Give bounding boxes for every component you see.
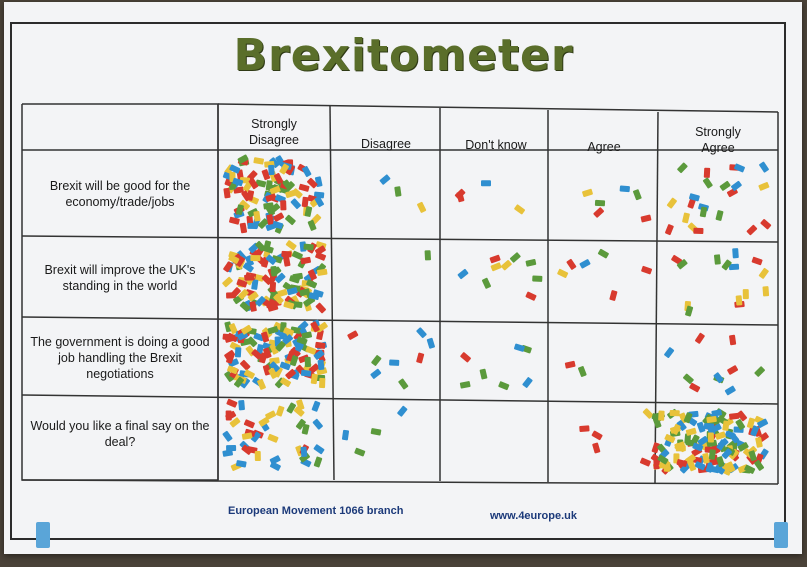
vote-sticker bbox=[389, 359, 399, 366]
vote-sticker bbox=[286, 402, 296, 414]
vote-sticker bbox=[557, 269, 569, 279]
vote-sticker bbox=[342, 430, 349, 441]
vote-sticker bbox=[640, 457, 652, 466]
vote-sticker bbox=[370, 368, 382, 379]
vote-sticker bbox=[283, 256, 291, 267]
column-header-agree bbox=[552, 139, 656, 155]
vote-sticker bbox=[758, 268, 769, 280]
vote-sticker bbox=[314, 456, 323, 467]
vote-sticker bbox=[760, 219, 771, 230]
vote-sticker bbox=[695, 332, 706, 344]
vote-sticker bbox=[566, 259, 577, 271]
vote-sticker bbox=[714, 254, 721, 265]
vote-sticker bbox=[582, 189, 593, 198]
vote-sticker bbox=[736, 295, 743, 305]
board-title: Brexitometer bbox=[233, 30, 574, 81]
vote-sticker bbox=[226, 398, 238, 407]
vote-sticker bbox=[525, 291, 537, 301]
vote-sticker bbox=[226, 410, 232, 420]
vote-sticker bbox=[703, 177, 714, 189]
vote-sticker bbox=[514, 204, 526, 215]
vote-sticker bbox=[481, 180, 491, 186]
vote-sticker bbox=[751, 257, 762, 266]
vote-sticker bbox=[754, 366, 765, 377]
binder-clip bbox=[36, 522, 50, 548]
vote-sticker bbox=[641, 266, 652, 275]
vote-sticker bbox=[270, 282, 277, 292]
vote-sticker bbox=[397, 405, 408, 417]
vote-sticker bbox=[565, 361, 576, 369]
vote-sticker bbox=[276, 405, 285, 416]
vote-sticker bbox=[290, 198, 301, 209]
vote-sticker bbox=[677, 162, 688, 173]
vote-sticker bbox=[268, 165, 275, 175]
vote-sticker bbox=[300, 447, 307, 458]
vote-sticker bbox=[482, 278, 492, 290]
vote-sticker bbox=[579, 259, 591, 269]
vote-sticker bbox=[653, 459, 659, 469]
vote-sticker bbox=[759, 161, 770, 173]
column-header-text: Strongly Disagree bbox=[248, 117, 300, 147]
column-header-dont-know bbox=[444, 137, 548, 153]
vote-sticker bbox=[490, 262, 502, 271]
vote-sticker bbox=[598, 249, 610, 259]
vote-sticker bbox=[311, 401, 320, 412]
vote-sticker bbox=[379, 174, 391, 185]
vote-sticker bbox=[416, 327, 427, 338]
vote-sticker bbox=[303, 244, 313, 251]
vote-sticker bbox=[670, 410, 680, 416]
column-header-text: Agree bbox=[587, 140, 621, 154]
vote-sticker bbox=[226, 445, 236, 451]
vote-sticker bbox=[417, 202, 427, 214]
vote-sticker bbox=[743, 289, 749, 299]
vote-sticker bbox=[640, 214, 651, 222]
vote-sticker bbox=[709, 449, 716, 460]
vote-sticker bbox=[683, 373, 694, 384]
vote-sticker bbox=[253, 157, 264, 165]
statement-economy: Brexit will be good for the economy/trade/jobs bbox=[49, 179, 191, 209]
vote-sticker bbox=[460, 352, 472, 363]
vote-sticker bbox=[416, 352, 424, 363]
vote-sticker bbox=[302, 197, 309, 208]
vote-sticker bbox=[222, 430, 233, 442]
vote-sticker bbox=[682, 212, 690, 223]
vote-sticker bbox=[222, 276, 233, 287]
vote-stickers bbox=[222, 154, 772, 476]
vote-sticker bbox=[689, 383, 701, 393]
vote-sticker bbox=[305, 357, 311, 367]
vote-sticker bbox=[658, 410, 665, 420]
vote-sticker bbox=[371, 428, 382, 436]
vote-sticker bbox=[255, 451, 261, 461]
vote-sticker bbox=[398, 378, 409, 390]
vote-sticker bbox=[729, 335, 736, 346]
vote-sticker bbox=[479, 369, 487, 380]
vote-sticker bbox=[285, 214, 296, 225]
vote-sticker bbox=[762, 286, 769, 296]
vote-sticker bbox=[305, 346, 316, 355]
vote-sticker bbox=[427, 338, 436, 349]
vote-sticker bbox=[235, 347, 242, 357]
vote-sticker bbox=[292, 273, 303, 280]
vote-sticker bbox=[347, 330, 359, 340]
vote-sticker bbox=[693, 228, 703, 234]
vote-sticker bbox=[708, 432, 714, 442]
vote-sticker bbox=[578, 366, 587, 377]
vote-sticker bbox=[250, 255, 260, 261]
vote-sticker bbox=[281, 251, 291, 258]
vote-sticker bbox=[319, 378, 325, 388]
vote-sticker bbox=[394, 186, 401, 197]
vote-sticker bbox=[317, 360, 324, 371]
vote-sticker bbox=[457, 269, 469, 280]
vote-sticker bbox=[665, 224, 674, 236]
vote-sticker bbox=[719, 181, 731, 192]
vote-sticker bbox=[704, 168, 711, 178]
column-header-text: Disagree bbox=[360, 137, 412, 151]
vote-sticker bbox=[758, 182, 770, 191]
vote-sticker bbox=[595, 200, 605, 207]
vote-sticker bbox=[313, 444, 325, 455]
vote-sticker bbox=[354, 448, 365, 457]
column-header-text: Don't know bbox=[465, 138, 527, 152]
vote-sticker bbox=[454, 188, 465, 199]
footer-website: www.4europe.uk bbox=[490, 510, 578, 522]
vote-sticker bbox=[715, 210, 723, 221]
vote-sticker bbox=[664, 347, 675, 359]
statement-standing: Brexit will improve the UK's standing in the world bbox=[44, 263, 196, 293]
vote-sticker bbox=[312, 418, 323, 430]
vote-sticker bbox=[620, 185, 630, 192]
footer-branch: European Movement 1066 branch bbox=[228, 505, 404, 517]
vote-sticker bbox=[501, 260, 512, 271]
vote-sticker bbox=[593, 207, 604, 218]
vote-sticker bbox=[285, 240, 297, 251]
vote-sticker bbox=[238, 400, 245, 410]
vote-sticker bbox=[510, 252, 521, 263]
vote-sticker bbox=[298, 184, 309, 192]
column-header-strongly-disagree bbox=[222, 116, 326, 148]
vote-sticker bbox=[514, 343, 525, 352]
column-header-strongly-agree bbox=[660, 124, 776, 156]
vote-sticker bbox=[460, 381, 471, 389]
vote-sticker bbox=[425, 250, 432, 260]
vote-sticker bbox=[746, 224, 757, 235]
vote-sticker bbox=[280, 200, 286, 210]
vote-sticker bbox=[732, 248, 739, 258]
statement-final-say: Would you like a final say on the deal? bbox=[30, 419, 210, 449]
vote-sticker bbox=[301, 370, 312, 377]
vote-sticker bbox=[489, 254, 500, 263]
vote-sticker bbox=[727, 365, 739, 375]
vote-sticker bbox=[240, 360, 251, 371]
vote-sticker bbox=[592, 442, 601, 453]
column-header-text: Strongly Agree bbox=[695, 125, 741, 155]
vote-sticker bbox=[525, 259, 536, 267]
vote-sticker bbox=[270, 266, 277, 277]
binder-clip bbox=[774, 522, 788, 548]
vote-sticker bbox=[532, 275, 542, 282]
vote-sticker bbox=[579, 425, 589, 432]
vote-sticker bbox=[522, 377, 533, 389]
vote-sticker bbox=[267, 434, 279, 443]
column-header-disagree bbox=[334, 136, 438, 152]
vote-sticker bbox=[633, 189, 642, 200]
vote-sticker bbox=[315, 302, 326, 313]
vote-sticker bbox=[240, 223, 248, 234]
vote-sticker bbox=[244, 274, 254, 281]
vote-sticker bbox=[371, 355, 382, 367]
vote-sticker bbox=[498, 381, 510, 390]
vote-sticker bbox=[704, 423, 714, 430]
vote-sticker bbox=[609, 290, 617, 301]
vote-sticker bbox=[591, 430, 603, 440]
vote-sticker bbox=[724, 385, 736, 395]
statement-negotiations: The government is doing a good job handling the Brexit negotiations bbox=[30, 335, 210, 381]
vote-sticker bbox=[666, 197, 677, 209]
vote-sticker bbox=[244, 419, 256, 428]
